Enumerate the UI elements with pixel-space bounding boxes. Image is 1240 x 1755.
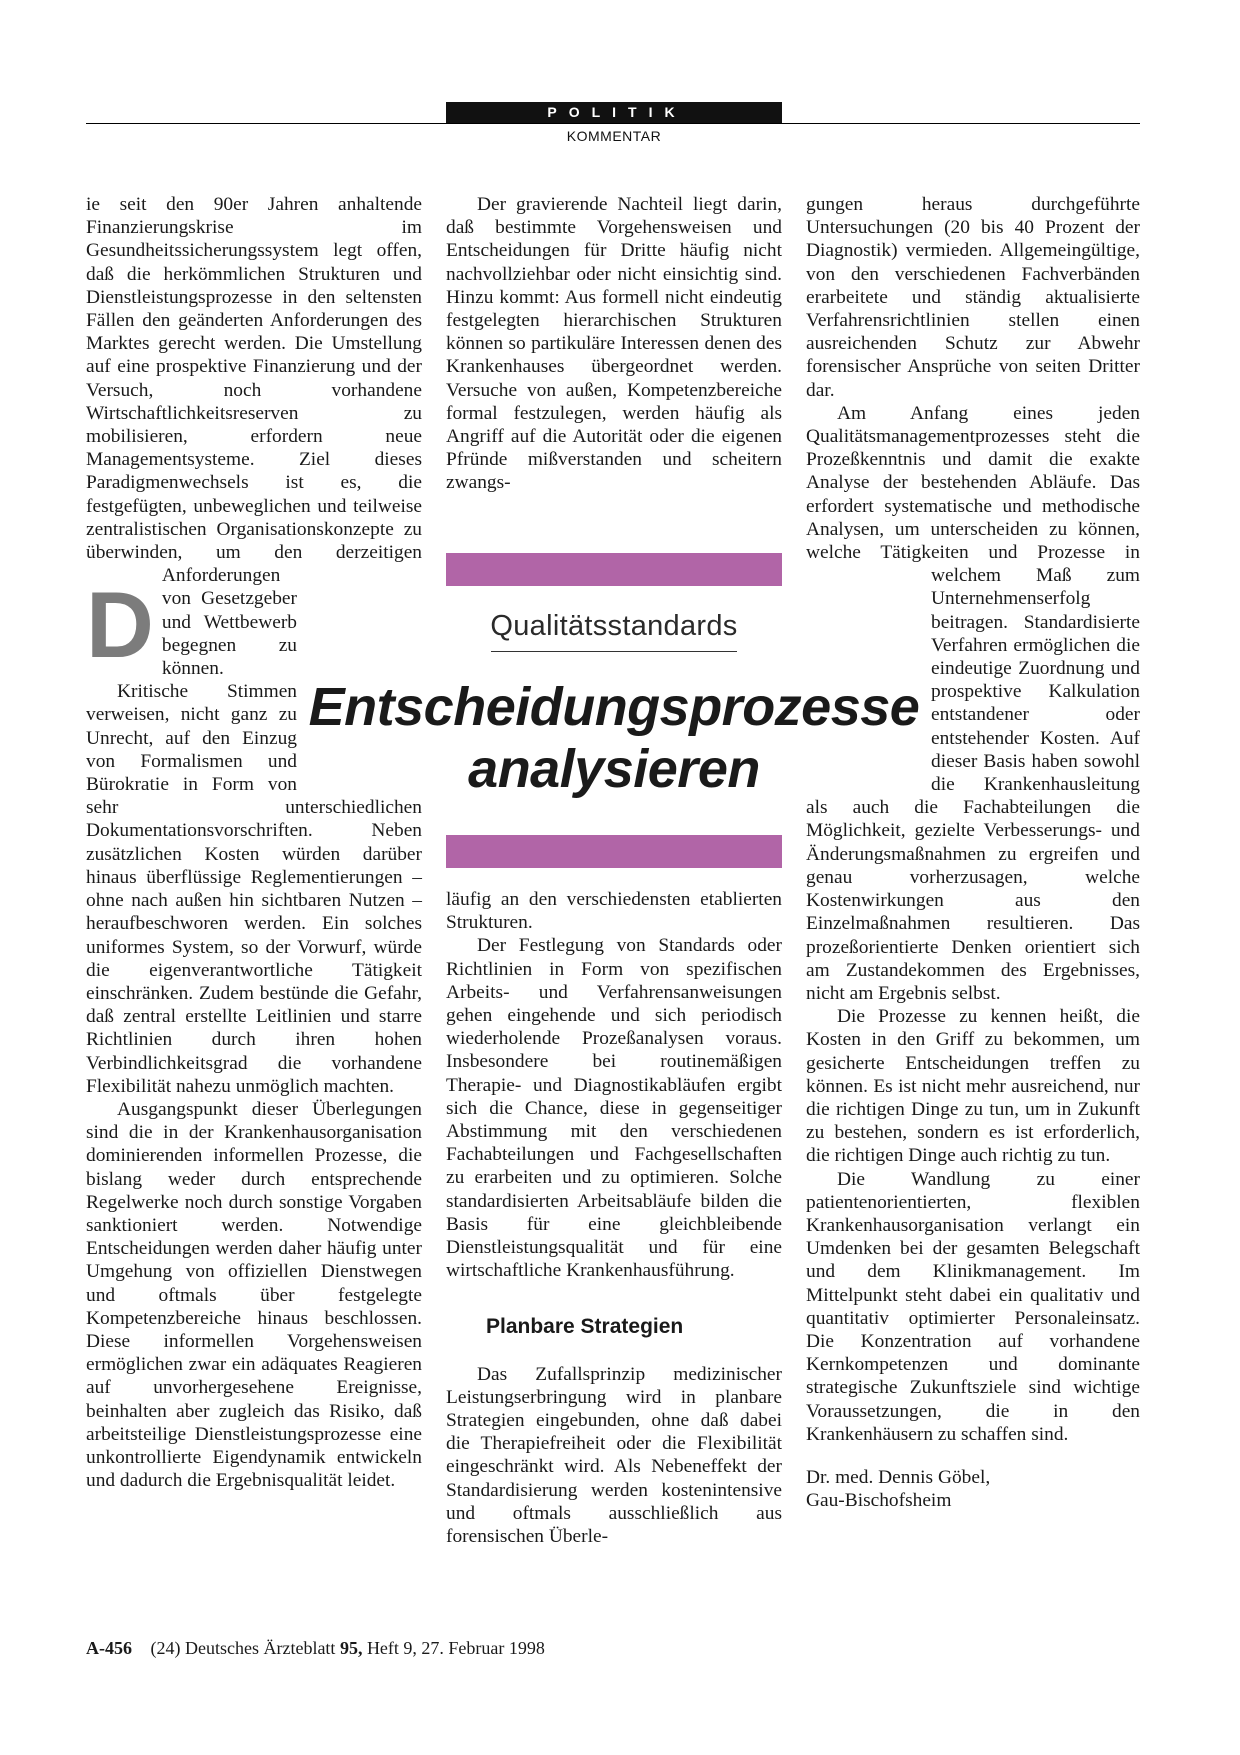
paragraph: ie seit den 90er Jahren anhaltende Finanzierungskrise im Gesundheitssicherungssystem legt offen, daß die herkömmlichen Strukturen und Dienstleistungsprozesse in den seltensten Fällen den geänderten Anforderungen des Marktes gerecht werden. Die Umstellung auf eine prospektive Finanzierung und der Versuch, noch vorhandene Wirtschaftlichkeitsreserven zu mobilisieren, erfordern neue Managementsysteme. Ziel dieses Paradigmenwechsels ist es, die festgefügten, unbeweglichen und teilweise zentralistischen Organisationskonzepte zu überwinden, um den derzeitigen Anforderungen von Gesetzgeber und Wettbewerb begegnen zu können. bbox=[86, 194, 422, 680]
paragraph: Ausgangspunkt dieser Überlegungen sind die in der Krankenhausorganisation dominierenden informellen Prozesse, die bislang weder durch entsprechende Regelwerke noch durch sonstige Vorgaben sanktioniert werden. Notwendige Entscheidungen werden daher häufig unter Umgehung von offiziellen Dienstwegen und oftmals über festgelegte Kompetenzbereiche hinaus beschlossen. Diese informellen Vorgehensweisen ermöglichen zwar ein adäquates Reagieren auf unvorhergesehene Ereignisse, beinhalten aber zugleich das Risiko, daß arbeitsteilige Dienstleistungsprozesse eine unkontrollierte Eigendynamik entwickeln und dadurch die Ergebnisqualität leidet. bbox=[86, 1098, 422, 1492]
drop-cap: D bbox=[86, 572, 154, 677]
paragraph: läufig an den verschiedensten etablierten Strukturen. bbox=[446, 889, 782, 934]
headline-line: Entscheidungsprozesse bbox=[308, 677, 920, 737]
headline-line: analysieren bbox=[468, 739, 760, 799]
paragraph: Der Festlegung von Standards oder Richtlinien in Form von spezifischen Arbeits- und Verfahrensanweisungen gehen eingehende und sich periodisch wiederholende Prozeßanalysen voraus. Insbesondere bei routinemäßigen Therapie- und Diagnostikabläufen ergibt sich die Chance, diese in gegenseitiger Abstimmung mit den verschiedenen Fachabteilungen und Fachgesellschaften zu erarbeiten und zu optimieren. Solche standardisierten Arbeitsabläufe bilden die Basis für eine gleichbleibende Dienstleistungsqualität und für eine wirtschaftliche Krankenhausführung. bbox=[446, 935, 782, 1282]
header-rule bbox=[86, 123, 1140, 124]
author-place: Gau-Bischofsheim bbox=[806, 1490, 952, 1512]
column-3 bbox=[806, 193, 1140, 1512]
column-2-bottom bbox=[446, 888, 782, 1548]
paragraph: Am Anfang eines jeden Qualitätsmanagementprozesses steht die Prozeßkenntnis und damit die exakte Analyse der bestehenden Abläufe. Das erfordert systematische und methodische Analysen, um unterscheiden zu können, welche Tätigkeiten und Prozesse in welchem Maß zum Unternehmenserfolg beitragen. Standardisierte Verfahren ermöglichen die eindeutige Zuordnung und prospektive Kalkulation entstandener oder entstehender Kosten. Auf dieser Basis haben sowohl die Krankenhausleitung als auch die Fachabteilungen die Möglichkeit, gezielte Verbesserungs- und Änderungsmaßnahmen zu ergreifen und genau vorherzusagen, welche Kostenwirkungen aus den Einzelmaßnahmen resultieren. Das prozeßorientierte Denken orientiert sich am Zustandekommen des Ergebnisses, nicht am Ergebnis selbst. bbox=[806, 402, 1140, 1004]
subsection-label: KOMMENTAR bbox=[566, 128, 662, 144]
paragraph: Die Wandlung zu einer patientenorientierten, flexiblen Krankenhausorganisation verlangt ein Umdenken bei der gesamten Belegschaft und dem Klinikmanagement. Im Mittelpunkt steht dabei ein qualitativ und quantitativ optimierter Personaleinsatz. Die Konzentration auf vorhandene Kernkompetenzen und dominante strategische Zukunftsziele sind wichtige Voraussetzungen, die in den Krankenhäusern zu schaffen sind. bbox=[806, 1168, 1140, 1445]
page-number: A-456 bbox=[86, 1638, 132, 1658]
author-signature bbox=[806, 1466, 1140, 1512]
kicker: Qualitätsstandards bbox=[490, 610, 738, 642]
author-name: Dr. med. Dennis Göbel, bbox=[806, 1466, 991, 1488]
accent-bar-top bbox=[446, 553, 782, 586]
paragraph: Das Zufallsprinzip medizinischer Leistungserbringung wird in planbare Strategien eingebunden, ohne daß dabei die Therapiefreiheit oder die Flexibilität eingeschränkt wird. Als Nebeneffekt der Standardisierung werden kostenintensive und oftmals ausschließlich aus forensischen Überle- bbox=[446, 1363, 782, 1548]
section-label: POLITIK bbox=[446, 102, 782, 123]
journal-name: (24) Deutsches Ärzteblatt bbox=[150, 1638, 336, 1658]
column-2-top bbox=[446, 193, 782, 495]
subheading: Planbare Strategien bbox=[486, 1315, 684, 1339]
accent-bar-bottom bbox=[446, 835, 782, 868]
journal-volume: 95, bbox=[339, 1638, 363, 1658]
kicker-underline bbox=[491, 651, 737, 652]
paragraph: gungen heraus durchgeführte Untersuchungen (20 bis 40 Prozent der Diagnostik) vermieden. Allgemeingültige, von den verschiedenen Fachverbänden erarbeitete und ständig aktualisierte Verfahrensrichtlinien stellen einen ausreichenden Schutz zur Abwehr forensischer Ansprüche von seiten Dritter dar. bbox=[806, 194, 1140, 401]
paragraph: Die Prozesse zu kennen heißt, die Kosten in den Griff zu bekommen, um gesicherte Entscheidungen treffen zu können. Es ist nicht mehr ausreichend, nur die richtigen Dinge zu tun, um in Zukunft zu bestehen, sondern es ist erforderlich, die richtigen Dinge auch richtig zu tun. bbox=[806, 1006, 1140, 1167]
page-footer bbox=[86, 1638, 545, 1659]
issue-date: Heft 9, 27. Februar 1998 bbox=[366, 1638, 545, 1658]
paragraph: Der gravierende Nachteil liegt darin, daß bestimmte Vorgehensweisen und Entscheidungen für Dritte häufig nicht nachvollziehbar oder nicht einsichtig sind. Hinzu kommt: Aus formell nicht eindeutig festgelegten hierarchischen Strukturen können so partikuläre Interessen denen des Krankenhauses übergeordnet werden. Versuche von außen, Kompetenzbereiche formal festzulegen, werden häufig als Angriff auf die Autorität oder die eigenen Pfründe mißverstanden und scheitern zwangs- bbox=[446, 194, 782, 494]
column-1 bbox=[86, 193, 422, 1492]
paragraph: Kritische Stimmen verweisen, nicht ganz zu Unrecht, auf den Einzug von Formalismen und Bürokratie in Form von sehr unterschiedlichen Dokumentationsvorschriften. Neben zusätzlichen Kosten würden darüber hinaus überflüssige Reglementierungen – ohne nach außen hin sichtbaren Nutzen – heraufbeschworen werden. Ein solches uniformes System, so der Vorwurf, würde die eigenverantwortliche Tätigkeit einschränken. Zudem bestünde die Gefahr, daß zentral erstellte Leitlinien und starre Richtlinien durch ihren hohen Verbindlichkeitsgrad die vorhandene Flexibilität nahezu unmöglich machten. bbox=[86, 681, 422, 1097]
